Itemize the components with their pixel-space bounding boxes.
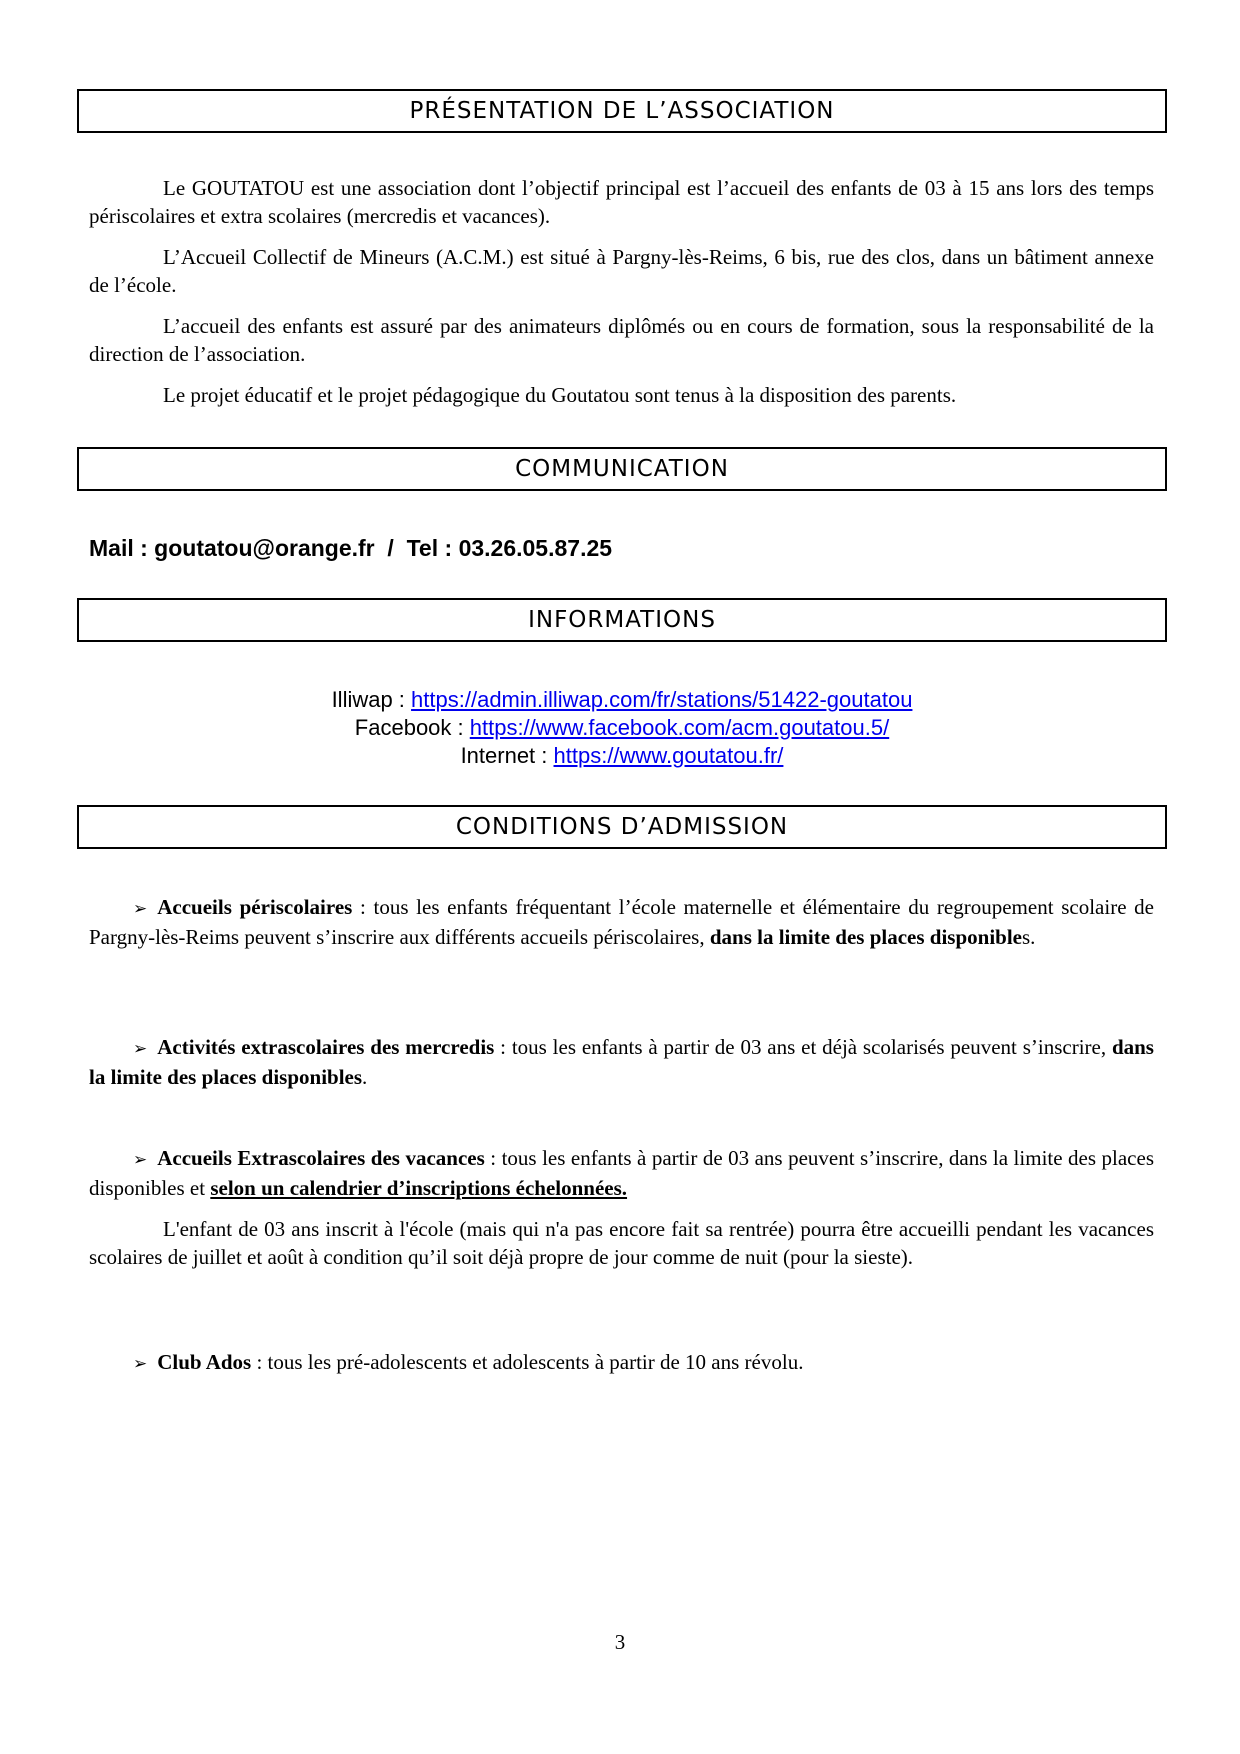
illiwap-label: Illiwap :: [331, 687, 412, 712]
illiwap-link[interactable]: https://admin.illiwap.com/fr/stations/51422-goutatou: [411, 687, 913, 712]
tel-label: Tel :: [406, 535, 459, 561]
paragraph: Le projet éducatif et le projet pédagogique du Goutatou sont tenus à la disposition des parents.: [163, 383, 957, 407]
item-text: : tous les enfants à partir de 03 ans peuvent s’inscrire, dans la limite des places disponibles et: [89, 1146, 1154, 1200]
section-title: CONDITIONS D’ADMISSION: [455, 814, 789, 840]
section-header-communication: [77, 447, 1167, 491]
section-title: PRÉSENTATION DE L’ASSOCIATION: [409, 98, 835, 124]
item-end: s.: [1022, 925, 1036, 949]
facebook-link[interactable]: https://www.facebook.com/acm.goutatou.5/: [469, 715, 890, 740]
paragraph: L’Accueil Collectif de Mineurs (A.C.M.) est situé à Pargny-lès-Reims, 6 bis, rue des clos, dans un bâtiment annexe de l’école.: [89, 245, 1154, 297]
vacances-note: L'enfant de 03 ans inscrit à l'école (mais qui n'a pas encore fait sa rentrée) pourra être accueilli pendant les vacances scolaires de juillet et août à condition qu’il soit déjà propre de jour comme de nuit (pour la sieste).: [89, 1217, 1154, 1269]
paragraph: L’accueil des enfants est assuré par des animateurs diplômés ou en cours de formation, sous la responsabilité de la direction de l’association.: [89, 314, 1154, 366]
page-number: 3: [614, 1630, 626, 1654]
arrow-bullet-icon: ➢: [133, 1039, 148, 1059]
item-title: Accueils Extrascolaires des vacances: [157, 1146, 485, 1170]
internet-label: Internet :: [460, 743, 554, 768]
item-text: : tous les enfants fréquentant l’école maternelle et élémentaire du regroupement scolaire de Pargny-lès-Reims peuvent s’inscrire aux différents accueils périscolaires,: [89, 895, 1154, 949]
links-block: [77, 686, 1167, 770]
admission-item-mercredis: [89, 1033, 1154, 1091]
presentation-text: [89, 174, 1154, 422]
paragraph: Le GOUTATOU est une association dont l’objectif principal est l’accueil des enfants de 03 à 15 ans lors des temps périscolaires et extra scolaires (mercredis et vacances).: [89, 176, 1154, 228]
section-header-informations: [77, 598, 1167, 642]
item-text: : tous les pré-adolescents et adolescents à partir de 10 ans révolu.: [251, 1350, 804, 1374]
internet-link[interactable]: https://www.goutatou.fr/: [553, 743, 784, 768]
admission-item-ados: [89, 1348, 1154, 1378]
admission-item-periscolaire: [89, 893, 1154, 951]
section-title: COMMUNICATION: [515, 456, 729, 482]
contact-line: [89, 535, 612, 562]
item-bold: dans la limite des places disponible: [709, 925, 1022, 949]
mail-address[interactable]: goutatou@orange.fr: [154, 535, 375, 561]
arrow-bullet-icon: ➢: [133, 1150, 148, 1170]
internet-line: [77, 742, 1167, 770]
item-title: Activités extrascolaires des mercredis: [157, 1035, 495, 1059]
item-title: Club Ados: [157, 1350, 252, 1374]
separator: /: [374, 535, 407, 561]
item-bold: dans la limite des places disponibles: [89, 1035, 1154, 1089]
tel-number: 03.26.05.87.25: [458, 535, 613, 561]
arrow-bullet-icon: ➢: [133, 899, 148, 919]
item-title: Accueils périscolaires: [157, 895, 353, 919]
section-title: INFORMATIONS: [528, 607, 716, 633]
arrow-bullet-icon: ➢: [133, 1354, 148, 1374]
admission-item-vacances: [89, 1144, 1154, 1271]
facebook-line: [77, 714, 1167, 742]
section-header-admission: [77, 805, 1167, 849]
item-bold-underlined: selon un calendrier d’inscriptions échelonnées.: [210, 1176, 628, 1200]
item-text: : tous les enfants à partir de 03 ans et déjà scolarisés peuvent s’inscrire,: [494, 1035, 1112, 1059]
facebook-label: Facebook :: [354, 715, 470, 740]
mail-label: Mail :: [89, 535, 155, 561]
item-end: .: [362, 1065, 368, 1089]
section-header-presentation: [77, 89, 1167, 133]
illiwap-line: [77, 686, 1167, 714]
